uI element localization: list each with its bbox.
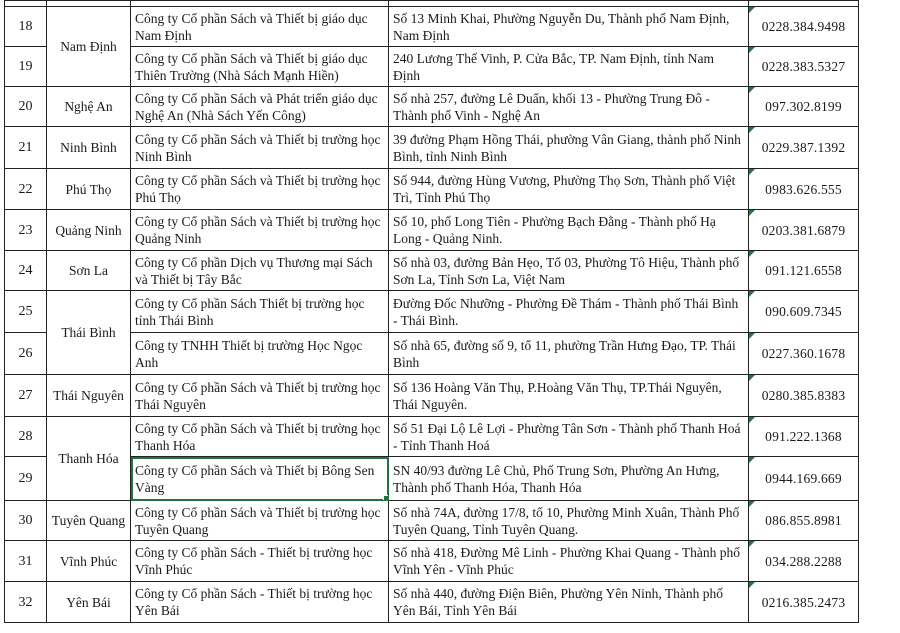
phone-cell[interactable]: 034.288.2288 [749, 541, 859, 582]
province-cell[interactable]: Tuyên Quang [47, 501, 131, 541]
company-cell[interactable]: Công ty Cổ phần Sách và Thiết bị trường học Tuyên Quang [131, 501, 389, 541]
row-number[interactable]: 26 [5, 333, 47, 375]
address-cell[interactable]: Số 51 Đại Lộ Lê Lợi - Phường Tân Sơn - Thành phố Thanh Hoá - Tỉnh Thanh Hoá [389, 417, 749, 457]
company-cell[interactable]: Công ty Cổ phần Dịch vụ Thương mại Sách và Thiết bị Tây Bắc [131, 251, 389, 291]
address-cell[interactable]: Số nhà 65, đường số 9, tổ 11, phường Trần Hưng Đạo, TP. Thái Bình [389, 333, 749, 375]
row-number[interactable]: 19 [5, 47, 47, 87]
row-number[interactable]: 20 [5, 87, 47, 127]
address-cell[interactable]: Số nhà 257, đường Lê Duẩn, khối 13 - Phường Trung Đô - Thành phố Vinh - Nghệ An [389, 87, 749, 127]
phone-cell[interactable]: 0944.169.669 [749, 457, 859, 501]
row-number[interactable]: 23 [5, 210, 47, 251]
table-row [5, 291, 859, 333]
row-number[interactable]: 28 [5, 417, 47, 457]
company-cell[interactable]: Công ty Cổ phần Sách và Thiết bị trường học Thái Nguyên [131, 375, 389, 417]
province-cell[interactable]: Thái Nguyên [47, 375, 131, 417]
table-row [5, 127, 859, 169]
company-cell[interactable]: Công ty Cổ phần Sách - Thiết bị trường học Vĩnh Phúc [131, 541, 389, 582]
phone-cell[interactable]: 090.609.7345 [749, 291, 859, 333]
table-row [5, 7, 859, 47]
address-cell[interactable]: Số 10, phố Long Tiên - Phường Bạch Đằng - Thành phố Hạ Long - Quảng Ninh. [389, 210, 749, 251]
province-cell[interactable]: Quảng Ninh [47, 210, 131, 251]
phone-cell[interactable]: 0203.381.6879 [749, 210, 859, 251]
phone-cell[interactable]: 0216.385.2473 [749, 582, 859, 623]
row-number[interactable]: 32 [5, 582, 47, 623]
phone-cell[interactable]: 0227.360.1678 [749, 333, 859, 375]
province-cell[interactable]: Nghệ An [47, 87, 131, 127]
row-number[interactable]: 31 [5, 541, 47, 582]
row-number[interactable]: 25 [5, 291, 47, 333]
province-cell[interactable]: Phú Thọ [47, 169, 131, 210]
table-row [5, 457, 859, 501]
address-cell[interactable]: Đường Đốc Nhưỡng - Phường Đề Thám - Thành phố Thái Bình - Thái Bình. [389, 291, 749, 333]
company-cell[interactable]: Công ty Cổ phần Sách - Thiết bị trường học Yên Bái [131, 582, 389, 623]
phone-cell[interactable]: 086.855.8981 [749, 501, 859, 541]
company-cell[interactable]: Công ty TNHH Thiết bị trường Học Ngọc Anh [131, 333, 389, 375]
province-cell[interactable]: Thanh Hóa [47, 417, 131, 501]
phone-cell[interactable]: 0229.387.1392 [749, 127, 859, 169]
phone-cell[interactable]: 0228.384.9498 [749, 7, 859, 47]
table-row [5, 501, 859, 541]
row-number[interactable]: 18 [5, 7, 47, 47]
company-cell-selected[interactable]: Công ty Cổ phần Sách và Thiết bị Bông Sen Vàng [131, 457, 389, 501]
row-number[interactable]: 22 [5, 169, 47, 210]
company-cell[interactable]: Công ty Cổ phần Sách Thiết bị trường học tỉnh Thái Bình [131, 291, 389, 333]
province-cell[interactable]: Sơn La [47, 251, 131, 291]
table-row [5, 333, 859, 375]
row-number[interactable]: 27 [5, 375, 47, 417]
company-cell[interactable]: Công ty Cổ phần Sách và Thiết bị trường học Phú Thọ [131, 169, 389, 210]
bookstore-table [4, 0, 859, 623]
province-cell[interactable]: Vĩnh Phúc [47, 541, 131, 582]
table-row [5, 87, 859, 127]
company-cell[interactable]: Công ty Cổ phần Sách và Thiết bị giáo dục Thiên Trường (Nhà Sách Mạnh Hiền) [131, 47, 389, 87]
company-cell[interactable]: Công ty Cổ phần Sách và Thiết bị trường học Ninh Bình [131, 127, 389, 169]
phone-cell[interactable]: 091.121.6558 [749, 251, 859, 291]
address-cell[interactable]: Số 13 Minh Khai, Phường Nguyễn Du, Thành phố Nam Định, Nam Định [389, 7, 749, 47]
table-row [5, 251, 859, 291]
province-cell[interactable]: Nam Định [47, 7, 131, 87]
address-cell[interactable]: Số nhà 440, đường Điện Biên, Phường Yên Ninh, Thành phố Yên Bái, Tỉnh Yên Bái [389, 582, 749, 623]
phone-cell[interactable]: 091.222.1368 [749, 417, 859, 457]
address-cell[interactable]: Số nhà 418, Đường Mê Linh - Phường Khai Quang - Thành phố Vĩnh Yên - Vĩnh Phúc [389, 541, 749, 582]
address-cell[interactable]: 240 Lương Thế Vinh, P. Cửa Bắc, TP. Nam Định, tỉnh Nam Định [389, 47, 749, 87]
address-cell[interactable]: Số nhà 03, đường Bản Hẹo, Tổ 03, Phường Tô Hiệu, Thành phố Sơn La, Tỉnh Sơn La, Việt Nam [389, 251, 749, 291]
table-row [5, 541, 859, 582]
table-row [5, 210, 859, 251]
phone-cell[interactable]: 0983.626.555 [749, 169, 859, 210]
address-cell[interactable]: SN 40/93 đường Lê Chủ, Phố Trung Sơn, Phường An Hưng, Thành phố Thanh Hóa, Thanh Hóa [389, 457, 749, 501]
address-cell[interactable]: Số nhà 74A, đường 17/8, tổ 10, Phường Minh Xuân, Thành Phố Tuyên Quang, Tỉnh Tuyên Quang. [389, 501, 749, 541]
company-cell[interactable]: Công ty Cổ phần Sách và Thiết bị trường học Quảng Ninh [131, 210, 389, 251]
address-cell[interactable]: Số 136 Hoàng Văn Thụ, P.Hoàng Văn Thụ, TP.Thái Nguyên, Thái Nguyên. [389, 375, 749, 417]
table-row [5, 417, 859, 457]
row-number[interactable]: 30 [5, 501, 47, 541]
table-row [5, 169, 859, 210]
row-number[interactable]: 29 [5, 457, 47, 501]
row-number[interactable]: 21 [5, 127, 47, 169]
address-cell[interactable]: 39 đường Phạm Hồng Thái, phường Vân Giang, thành phố Ninh Bình, tỉnh Ninh Bình [389, 127, 749, 169]
province-cell[interactable]: Ninh Bình [47, 127, 131, 169]
company-cell[interactable]: Công ty Cổ phần Sách và Thiết bị giáo dục Nam Định [131, 7, 389, 47]
table-row [5, 47, 859, 87]
province-cell[interactable]: Yên Bái [47, 582, 131, 623]
phone-cell[interactable]: 097.302.8199 [749, 87, 859, 127]
row-number[interactable]: 24 [5, 251, 47, 291]
address-cell[interactable]: Số 944, đường Hùng Vương, Phường Thọ Sơn, Thành phố Việt Trì, Tỉnh Phú Thọ [389, 169, 749, 210]
table-row [5, 375, 859, 417]
phone-cell[interactable]: 0228.383.5327 [749, 47, 859, 87]
company-cell[interactable]: Công ty Cổ phần Sách và Phát triển giáo dục Nghệ An (Nhà Sách Yến Công) [131, 87, 389, 127]
table-row [5, 582, 859, 623]
company-cell[interactable]: Công ty Cổ phần Sách và Thiết bị trường học Thanh Hóa [131, 417, 389, 457]
province-cell[interactable]: Thái Bình [47, 291, 131, 375]
phone-cell[interactable]: 0280.385.8383 [749, 375, 859, 417]
